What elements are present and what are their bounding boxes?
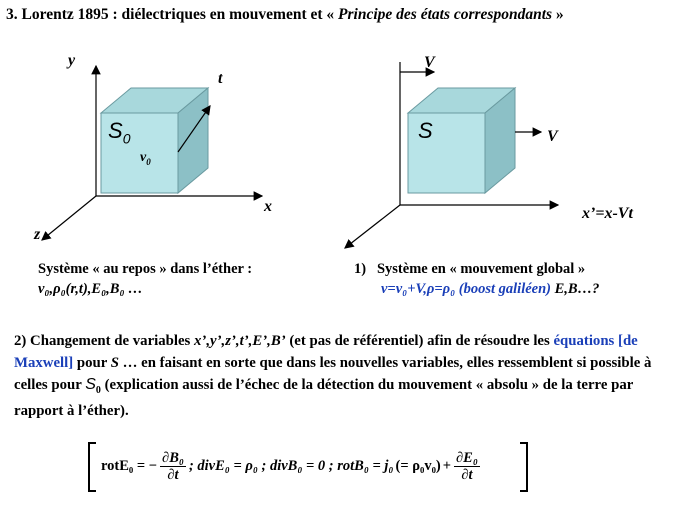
title-suffix: » (552, 6, 564, 23)
caption-right-line2-black: E,B…? (551, 281, 600, 297)
equation-fraction-1: $\frac{\text{∂B₀}}{\partial t}$ (162, 449, 184, 483)
equation-bracket-right (520, 442, 528, 492)
title-prefix: 3. Lorentz 1895 : diélectriques en mouvement et « (6, 6, 339, 23)
left-velocity-label: $v_0$ (140, 150, 151, 167)
right-box-label: S (418, 118, 433, 143)
right-v-top-label: V (424, 54, 435, 71)
equation-bracket-left (88, 442, 96, 492)
right-axis-label: x’=x-Vt (582, 205, 633, 222)
explanation-paragraph: 2) Changement de variables x’,y’,z’,t’,E’,B’ (et pas de référentiel) afin de résoudre les équations [de Maxwell] pour S … en faisant en sorte que dans les nouvelles variables, elles ressemblent si possible à celles pour $S_0$ (explication aussi de l’échec de la détection du mouvement « absolu » de la terre par rapport à l’éther). (14, 333, 652, 420)
caption-right-line2-blue: v=v₀+V,ρ=ρ₀ (boost galiléen) (381, 281, 551, 297)
equation-body: rotE₀ = − $\frac{\text{∂B₀}}{\partial t}$ ; divE₀ = ρ₀ ; divB₀ = 0 ; rotB₀ = j₀ (= ρ₀v₀) + $\frac{\text{∂E₀}}{\partial t}$ (100, 446, 482, 486)
maxwell-equation (88, 442, 528, 490)
maxwell-equations-link[interactable]: équations [de Maxwell] (14, 333, 638, 371)
paragraph-vars: x’,y’,z’,t’,E’,B’ (194, 333, 286, 349)
caption-right (354, 259, 599, 299)
caption-right-line1: Système en « mouvement global » (376, 261, 586, 277)
title-italic: Principe des états correspondants (338, 6, 553, 23)
caption-left-line2: v₀,ρ₀(r,t),E₀,B₀ … (38, 281, 143, 297)
right-v-right-label: V (547, 128, 558, 145)
left-axis-t-label: t (218, 70, 223, 87)
caption-left (38, 259, 252, 299)
left-axis-x-label: x (264, 198, 272, 215)
caption-right-num: 1) (354, 261, 367, 277)
left-axis-z-label: z (34, 226, 41, 243)
caption-left-line1: Système « au repos » dans l’éther : (38, 261, 253, 277)
left-axis-y-label: y (68, 52, 76, 69)
left-box-label: $S_0$ (108, 118, 131, 147)
equation-fraction-2: $\frac{\text{∂E₀}}{\partial t}$ (456, 449, 478, 483)
